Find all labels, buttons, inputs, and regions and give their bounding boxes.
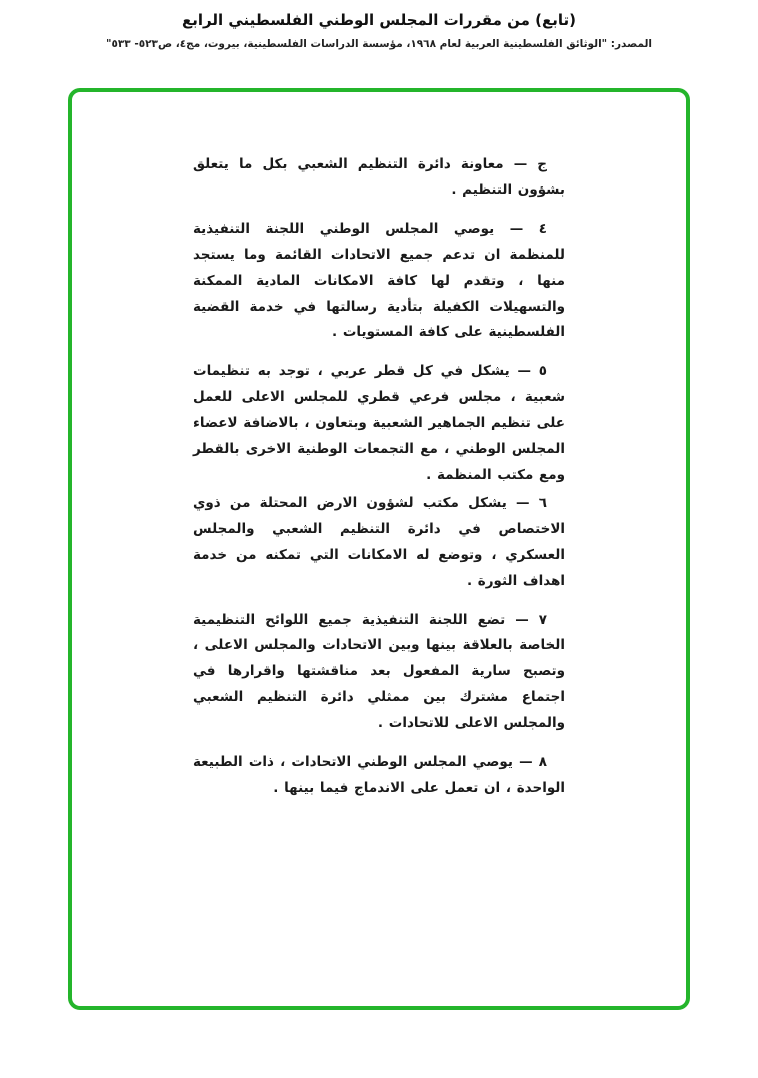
paragraph-4: ٤ — يوصي المجلس الوطني اللجنة التنفيذية للمنظمة ان تدعم جميع الاتحادات القائمة وما يستجد منها ، وتقدم لها كافة الامكانات المادية الممكنة والتسهيلات الكفيلة بتأدية رسالتها في خدمة القضية الفلسطينية على كافة المستويات . [193,220,565,341]
text-column [193,152,565,802]
paragraph-6: ٦ — يشكل مكتب لشؤون الارض المحتلة من ذوي الاختصاص في دائرة التنظيم الشعبي والمجلس العسكري ، وتوضع له الامكانات التي تمكنه من خدمة اهداف الثورة . [193,494,565,589]
document-title: (تابع) من مقررات المجلس الوطني الفلسطيني الرابع [182,11,576,29]
paragraph-7: ٧ — تضع اللجنة التنفيذية جميع اللوائح التنظيمية الخاصة بالعلاقة بينها وبين الاتحادات والمجلس الاعلى ، وتصبح سارية المفعول بعد مناقشتها واقرارها في اجتماع مشترك بين ممثلي دائرة التنظيم الشعبي والمجلس الاعلى للاتحادات . [193,611,565,732]
paragraph-5: ٥ — يشكل في كل قطر عربي ، توجد به تنظيمات شعبية ، مجلس فرعي قطري للمجلس الاعلى للعمل على تنظيم الجماهير الشعبية وبتعاون ، بالاضافة لاعضاء المجلس الوطني ، مع التجمعات الوطنية الاخرى بالقطر ومع مكتب المنظمة . [193,363,565,483]
document-header [0,10,758,50]
content-frame [68,88,690,1010]
document-source: المصدر: "الوثائق الفلسطينية العربية لعام ١٩٦٨، مؤسسة الدراسات الفلسطينية، بيروت، مج٤، ص٥٢٣- ٥٣٣" [105,38,653,50]
paragraph-j: ج — معاونة دائرة التنظيم الشعبي بكل ما يتعلق بشؤون التنظيم . [193,156,565,198]
paragraph-8: ٨ — يوصي المجلس الوطني الاتحادات ، ذات الطبيعة الواحدة ، ان تعمل على الاندماج فيما بينها . [193,754,565,796]
